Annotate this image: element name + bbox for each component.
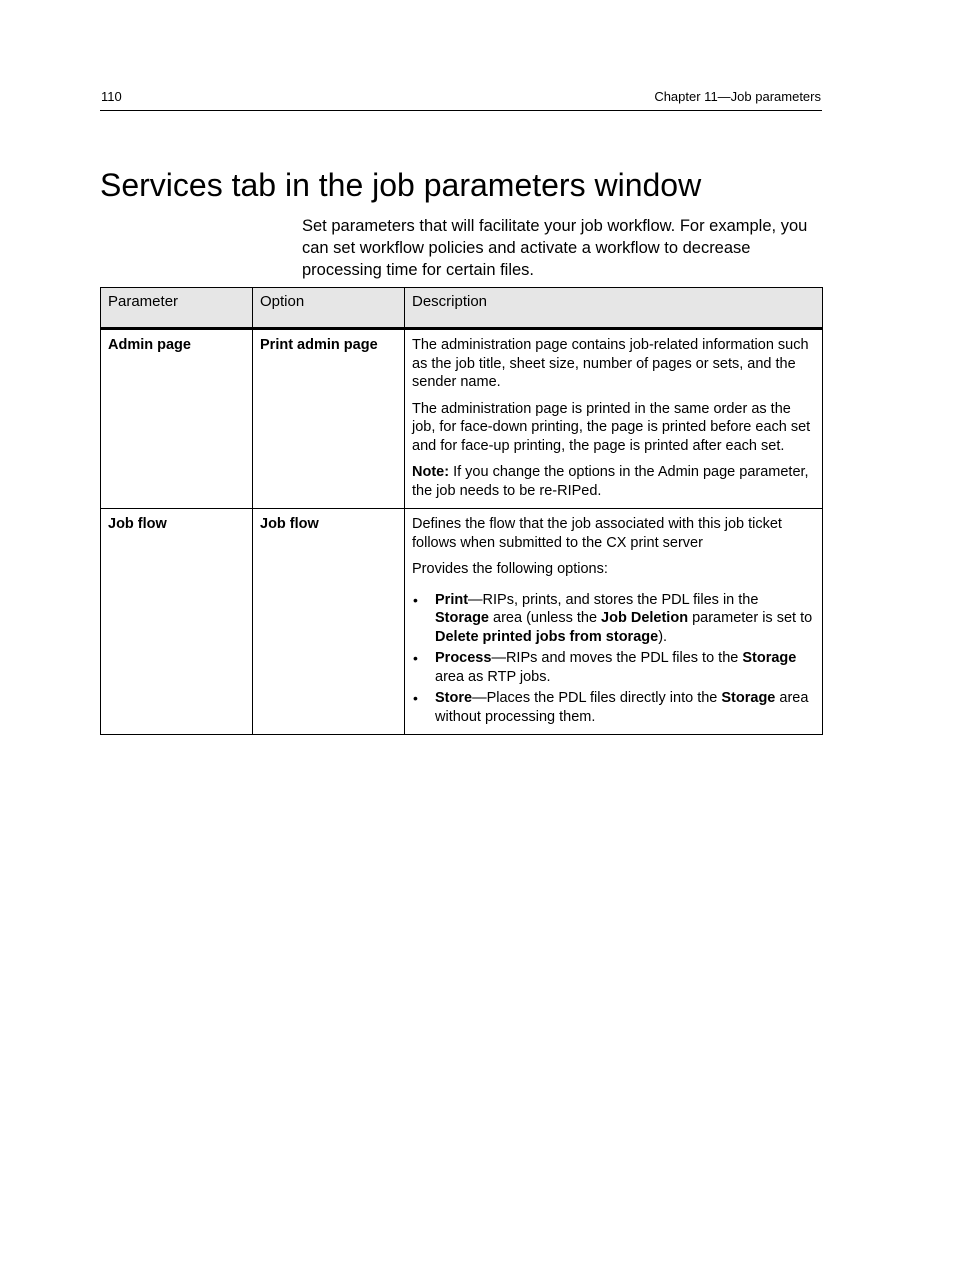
parameters-table <box>100 287 823 735</box>
option-term: Store <box>435 690 473 706</box>
description-cell <box>405 509 823 735</box>
table-row-job-flow <box>101 509 823 735</box>
option-text: area as RTP jobs. <box>435 668 551 685</box>
page-title: Services tab in the job parameters window <box>100 167 702 203</box>
parameter-cell: Job flow <box>101 509 253 735</box>
table-row-admin-page <box>101 329 823 509</box>
chapter-title: Chapter 11—Job parameters <box>654 89 821 104</box>
description-paragraph: The administration page is printed in the same order as the job, for face-down printing, the page is printed before each set and for face-up printing, the page is printed after each set. <box>412 400 811 454</box>
description-paragraph: The administration page contains job-related information such as the job title, sheet size, number of pages or sets, and the sender name. <box>412 337 809 390</box>
header-parameter: Parameter <box>101 288 253 329</box>
note-text: If you change the options in the Admin page parameter, the job needs to be re-RIPed. <box>412 464 809 499</box>
option-text: area (unless the <box>489 610 602 626</box>
note-label: Note: <box>412 464 450 480</box>
header-description: Description <box>405 288 823 329</box>
description-cell <box>405 329 823 509</box>
option-text: —RIPs and moves the PDL files to the <box>491 650 743 666</box>
list-item <box>412 591 815 647</box>
option-term: Print <box>435 591 469 608</box>
option-term: Storage <box>435 610 489 626</box>
list-item <box>412 649 815 686</box>
description-paragraph: Provides the following options: <box>412 561 608 577</box>
bullet-icon: • <box>413 650 418 666</box>
bullet-icon: • <box>413 591 418 608</box>
option-term: Job Deletion <box>601 610 689 626</box>
bullet-icon: • <box>413 690 418 706</box>
parameter-cell: Admin page <box>101 329 253 509</box>
option-term: Delete printed jobs from storage <box>435 628 659 645</box>
option-term: Storage <box>742 650 797 666</box>
option-text: ). <box>658 628 668 645</box>
option-cell: Job flow <box>253 509 405 735</box>
note <box>412 463 815 500</box>
option-text: parameter is set to <box>688 610 813 626</box>
job-flow-options-list <box>412 591 815 727</box>
option-text: area without processing them. <box>435 690 809 725</box>
option-term: Process <box>435 650 492 666</box>
header-option: Option <box>253 288 405 329</box>
option-text: —RIPs, prints, and stores the PDL files in the <box>468 591 759 608</box>
intro-paragraph: Set parameters that will facilitate your job workflow. For example, you can set workflow policies and activate a workflow to decrease processing time for certain files. <box>302 217 808 279</box>
table-header-row <box>101 288 823 329</box>
page-number: 110 <box>101 89 122 104</box>
running-header <box>100 88 822 111</box>
list-item <box>412 689 815 726</box>
option-cell: Print admin page <box>253 329 405 509</box>
description-paragraph: Defines the flow that the job associated with this job ticket follows when submitted to the CX print server <box>412 516 782 551</box>
option-text: —Places the PDL files directly into the <box>472 690 722 706</box>
option-term: Storage <box>721 690 776 706</box>
